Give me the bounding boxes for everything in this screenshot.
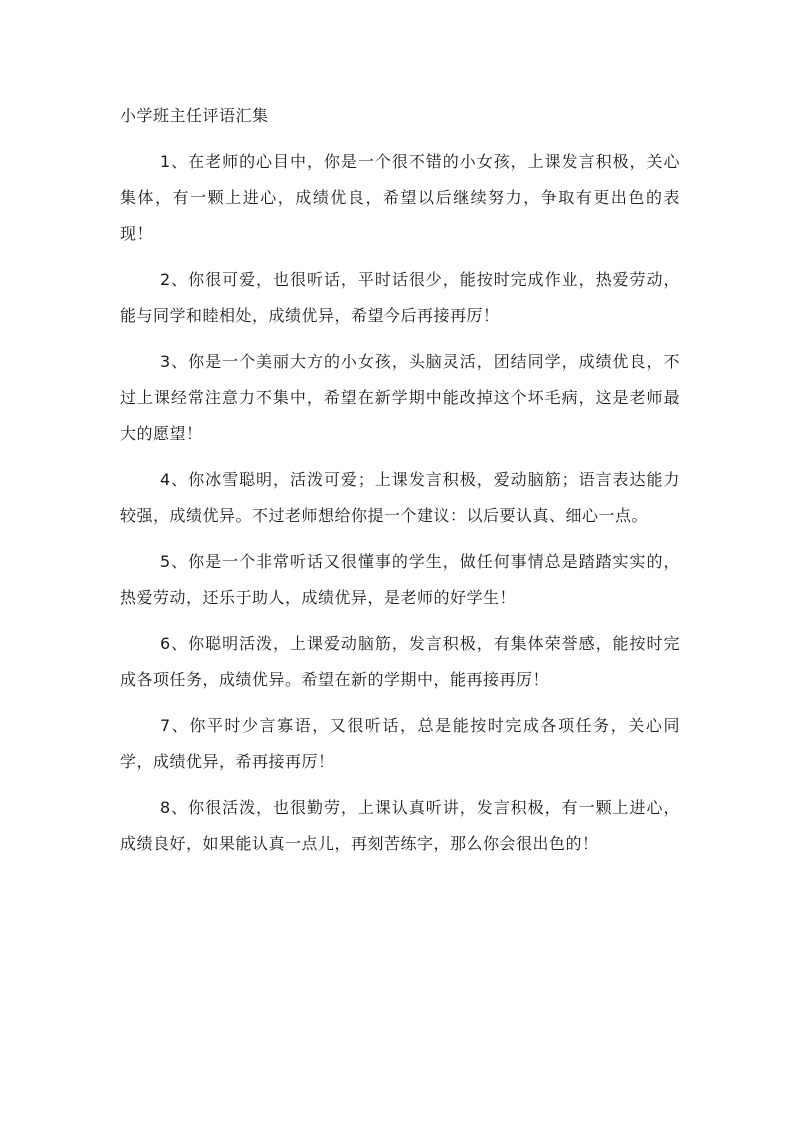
comment-number: 7 (160, 716, 171, 735)
comment-item-8 (120, 790, 680, 862)
comment-separator: 、 (170, 716, 190, 735)
comment-separator: 、 (170, 270, 189, 289)
comment-number: 8 (160, 798, 171, 817)
comment-text: 你平时少言寡语，又很听话，总是能按时完成各项任务，关心同学，成绩优异，希再接再厉！ (120, 716, 680, 771)
comment-number: 6 (160, 634, 171, 653)
comment-text: 你很活泼，也很勤劳，上课认真听讲，发言积极，有一颗上进心，成绩良好，如果能认真一点儿，再刻苦练字，那么你会很出色的！ (120, 798, 680, 853)
comment-text: 你是一个美丽大方的小女孩，头脑灵活，团结同学，成绩优良，不过上课经常注意力不集中，希望在新学期中能改掉这个坏毛病，这是老师最大的愿望！ (120, 352, 680, 443)
comment-separator: 、 (170, 152, 189, 171)
comment-item-6 (120, 626, 680, 698)
comment-text: 你很可爱，也很听话，平时话很少，能按时完成作业，热爱劳动，能与同学和睦相处，成绩优异，希望今后再接再厉！ (120, 270, 680, 325)
document-title: 小学班主任评语汇集 (120, 106, 269, 125)
comment-item-7 (120, 708, 680, 780)
comment-separator: 、 (170, 552, 189, 571)
comment-text: 在老师的心目中，你是一个很不错的小女孩，上课发言积极，关心集体，有一颗上进心，成绩优良，希望以后继续努力，争取有更出色的表现！ (120, 152, 680, 243)
comment-separator: 、 (170, 352, 189, 371)
comment-number: 4 (160, 470, 171, 489)
comment-item-5 (120, 544, 680, 616)
comment-item-2 (120, 262, 680, 334)
comment-item-3 (120, 344, 680, 452)
comment-number: 3 (160, 352, 171, 371)
comment-item-1 (120, 144, 680, 252)
comment-number: 5 (160, 552, 171, 571)
comment-item-4 (120, 462, 680, 534)
document-body (120, 98, 680, 872)
comment-text: 你冰雪聪明，活泼可爱；上课发言积极，爱动脑筋；语言表达能力较强，成绩优异。不过老师想给你提一个建议：以后要认真、细心一点。 (120, 470, 680, 525)
comment-separator: 、 (170, 634, 189, 653)
comment-number: 2 (160, 270, 171, 289)
comment-text: 你聪明活泼，上课爱动脑筋，发言积极，有集体荣誉感，能按时完成各项任务，成绩优异。希望在新的学期中，能再接再厉！ (120, 634, 680, 689)
comment-text: 你是一个非常听话又很懂事的学生，做任何事情总是踏踏实实的，热爱劳动，还乐于助人，成绩优异，是老师的好学生！ (120, 552, 680, 607)
comment-separator: 、 (170, 798, 189, 817)
comment-number: 1 (160, 152, 171, 171)
comment-separator: 、 (170, 470, 189, 489)
